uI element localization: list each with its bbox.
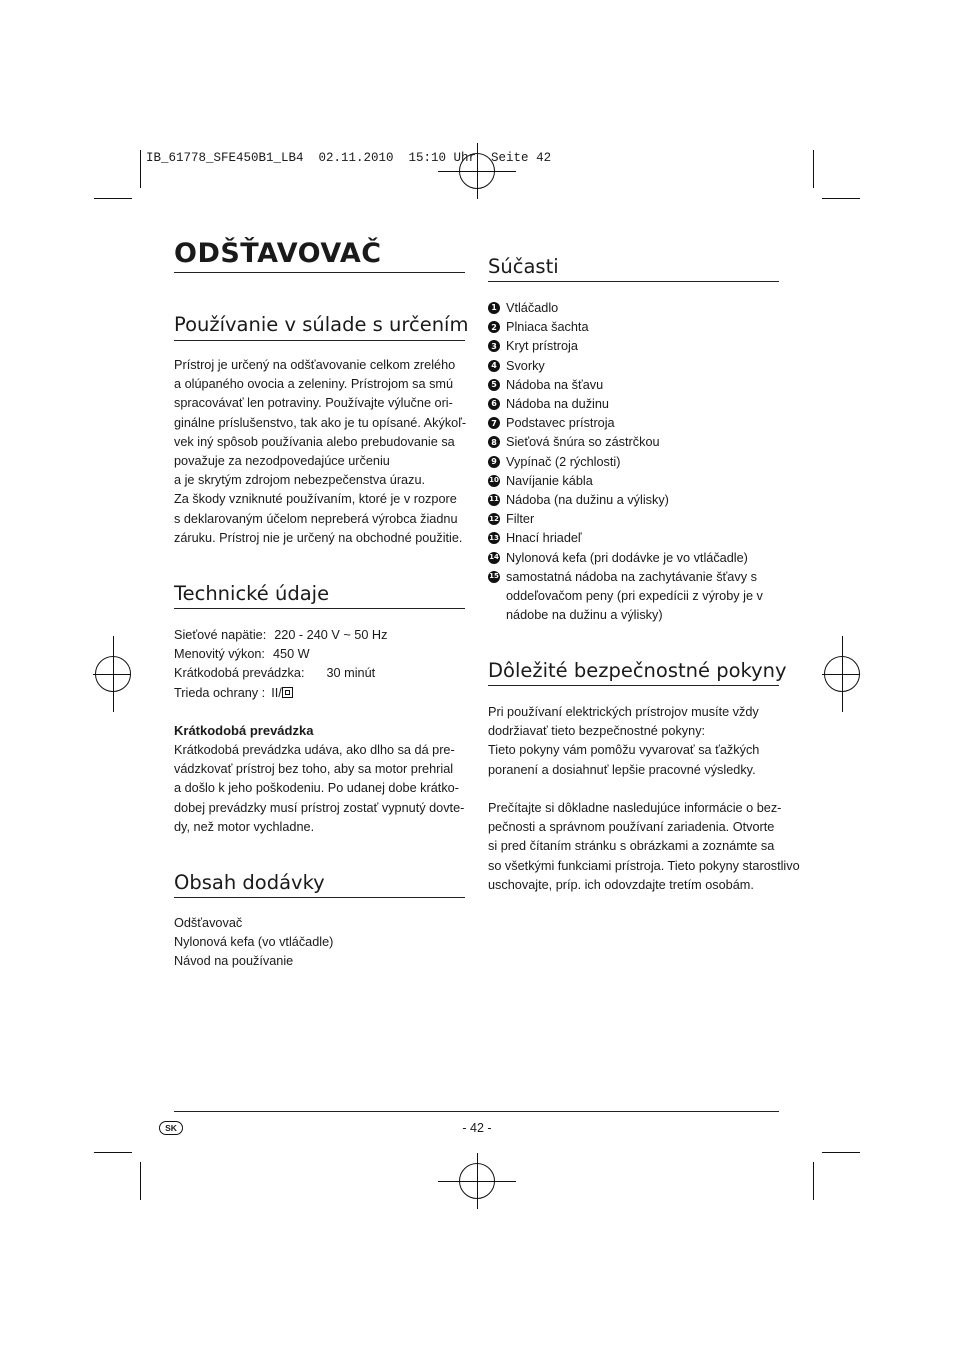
number-badge-icon: 5 — [488, 379, 500, 391]
list-item: 10 Navíjanie kábla — [489, 473, 593, 488]
language-badge: SK — [159, 1121, 183, 1135]
number-badge-icon: 12 — [488, 513, 500, 525]
intended-use-heading: Používanie v súlade s určením — [174, 313, 469, 336]
short-operation-text: Krátkodobá prevádzka udáva, ako dlho sa dá pre- vádzkovať prístroj bez toho, aby sa motor prehrial a došlo k jeho poškodeniu. Po udanej dobe krátko- dobej prevádzky musí prístroj zostať vypnutý dovte- dy, než motor vychladne. — [174, 743, 465, 834]
parts-list: 1 Vtláčadlo 2 Plniaca šachta 3 Kryt prístroja 4 Svorky 5 Nádoba na šťavu 6 Nádoba na dužinu 7 Podstavec prístroja 8 Sieťová šnúra so zástrčkou 9 Vypínač (2 rýchlosti) 10 Navíjanie kábla 11 Nádoba (na dužinu a výlisky) 12 Filter 13 Hnací hriadeľ 14 Nylonová kefa (pri dodávke je vo vtláčadle) 15 samostatná nádoba na zachytávanie šťavy s oddeľovačom peny (pri expedícii z výroby je v nádobe na dužinu a výlisky) — [489, 301, 763, 623]
list-item: Odšťavovač — [174, 916, 243, 930]
list-item: 1 Vtláčadlo — [488, 299, 763, 318]
list-item: 8 Sieťová šnúra so zástrčkou — [488, 433, 763, 452]
page-number: - 42 - — [462, 1121, 492, 1135]
title-rule — [174, 272, 465, 273]
parts-heading: Súčasti — [488, 255, 559, 278]
list-item: 7 Podstavec prístroja — [488, 414, 763, 433]
print-slug-line: IB_61778_SFE450B1_LB4 02.11.2010 15:10 Uhr Seite 42 — [146, 151, 552, 165]
list-item: 15 samostatná nádoba na zachytávanie šťavy s — [489, 569, 757, 584]
list-item: 11 Nádoba (na dužinu a výlisky) — [489, 493, 669, 508]
section-rule — [174, 340, 465, 341]
number-badge-icon: 3 — [488, 340, 500, 352]
delivery-list — [174, 914, 333, 972]
number-badge-icon: 13 — [488, 532, 500, 544]
delivery-heading: Obsah dodávky — [174, 871, 325, 894]
number-badge-icon: 8 — [488, 436, 500, 448]
number-badge-icon: 4 — [488, 360, 500, 372]
list-item: 13 Hnací hriadeľ — [489, 531, 582, 546]
number-badge-icon: 14 — [488, 552, 500, 564]
safety-heading: Dôležité bezpečnostné pokyny — [488, 659, 787, 682]
section-rule — [488, 685, 779, 686]
short-operation-heading: Krátkodobá prevádzka — [174, 723, 314, 738]
list-item: 2 Plniaca šachta — [488, 318, 763, 337]
number-badge-icon: 6 — [488, 398, 500, 410]
list-item: Návod na používanie — [174, 954, 294, 969]
list-item: 5 Nádoba na šťavu — [488, 376, 763, 395]
section-rule — [174, 897, 465, 898]
footer-rule — [174, 1111, 779, 1112]
list-item: 3 Kryt prístroja — [488, 337, 763, 356]
section-rule — [488, 281, 779, 282]
list-item: 4 Svorky — [488, 357, 763, 376]
number-badge-icon: 15 — [488, 571, 500, 583]
technical-specs: Sieťové napätie: 220 - 240 V ~ 50 Hz Menovitý výkon: 450 W Krátkodobá prevádzka: 30 minút Trieda ochrany : II/ — [174, 628, 388, 700]
number-badge-icon: 2 — [488, 321, 500, 333]
list-item: 9 Vypínač (2 rýchlosti) — [488, 453, 763, 472]
list-item: 6 Nádoba na dužinu — [488, 395, 763, 414]
protection-class-icon — [282, 687, 293, 698]
safety-text-1: Pri používaní elektrických prístrojov musíte vždy dodržiavať tieto bezpečnostné pokyny: Tieto pokyny vám pomôžu vyvarovať sa ťažkých poranení a dosiahnuť lepšie pracovné výsledky. — [488, 705, 760, 777]
page-title: ODŠŤAVOVAČ — [174, 238, 382, 269]
number-badge-icon: 11 — [488, 494, 500, 506]
safety-text-2: Prečítajte si dôkladne nasledujúce informácie o bez- pečnosti a správnom používaní zariadenia. Otvorte si pred čítaním stránku s obrázkami a zoznámte sa so všetkými funkciami prístroja. Tieto pokyny starostlivo uschovajte, príp. ich odovzdajte tretím osobám. — [488, 801, 800, 892]
number-badge-icon: 9 — [488, 456, 500, 468]
list-item: 12 Filter — [489, 512, 535, 527]
number-badge-icon: 7 — [488, 417, 500, 429]
intended-use-text: Prístroj je určený na odšťavovanie celkom zrelého a olúpaného ovocia a zeleniny. Prístrojom sa smú spracovávať len potraviny. Používajte výlučne ori- ginálne príslušenstvo, tak ako je tu opísané. Akýkoľ- vek iný spôsob používania alebo prebudovanie sa považuje za nezodpovedajúce určeniu a je skrytým zdrojom nebezpečenstva úrazu. Za škody vzniknuté používaním, ktoré je v rozpore s deklarovaným účelom nepreberá výrobca žiadnu záruku. Prístroj nie je určený na obchodné použitie. — [174, 358, 467, 545]
number-badge-icon: 1 — [488, 302, 500, 314]
number-badge-icon: 10 — [488, 475, 500, 487]
section-rule — [174, 608, 465, 609]
list-item: Nylonová kefa (vo vtláčadle) — [174, 935, 334, 950]
technical-heading: Technické údaje — [174, 582, 330, 605]
list-item: 14 Nylonová kefa (pri dodávke je vo vtláčadle) — [489, 550, 748, 565]
